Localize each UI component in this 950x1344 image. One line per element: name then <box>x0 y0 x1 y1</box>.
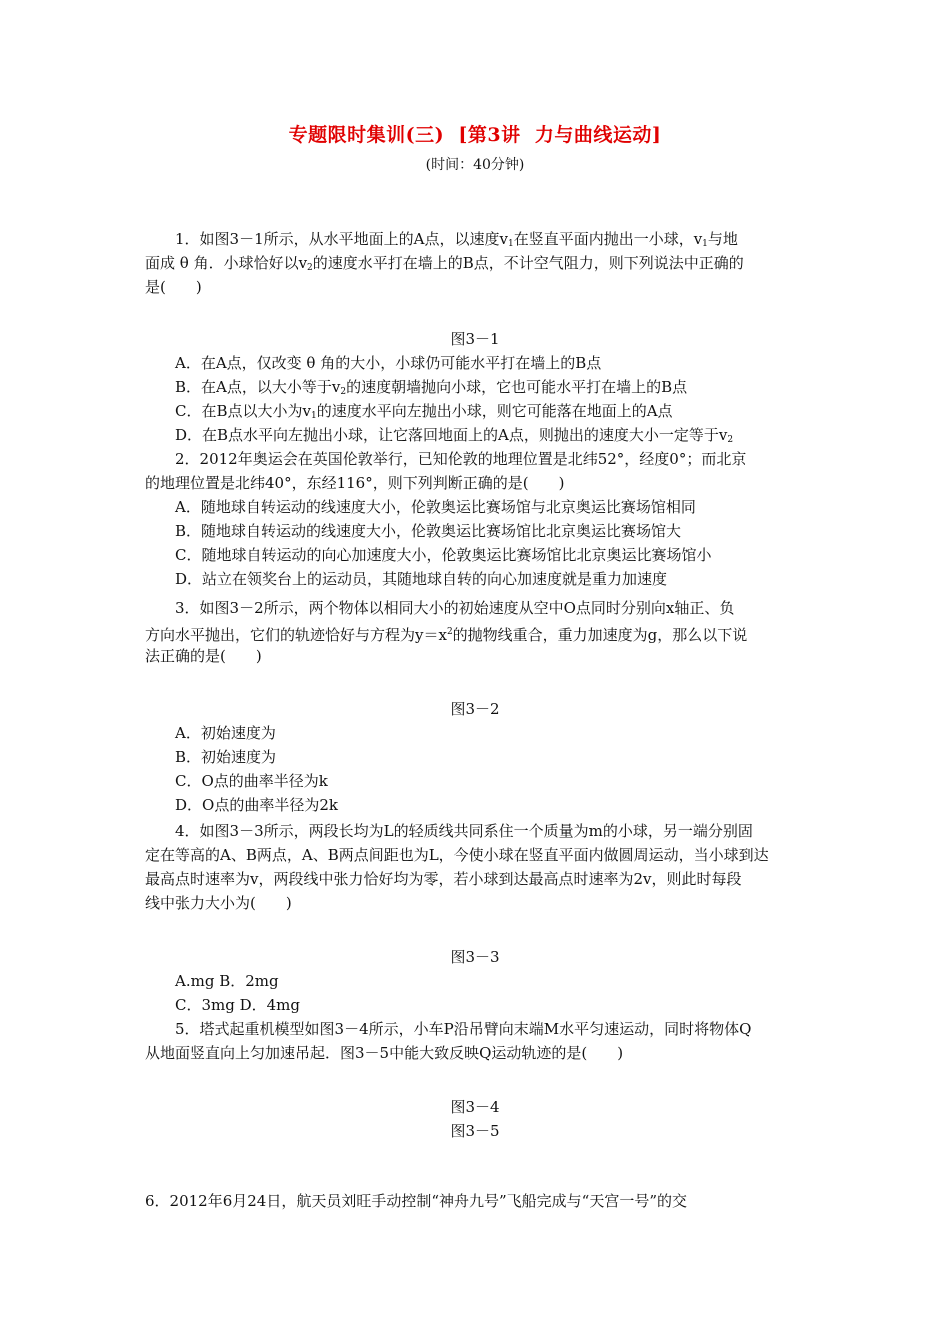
q3-option-b: B．初始速度为 <box>175 748 277 766</box>
q1-option-d: D．在B点水平向左抛出小球，让它落回地面上的A点，则抛出的速度大小一定等于$v_2$ <box>175 426 734 445</box>
q2-option-d: D．站立在领奖台上的运动员，其随地球自转的向心加速度就是重力加速度 <box>175 570 668 588</box>
figure-caption-3-1: 图3－1 <box>450 330 500 348</box>
q2-option-c: C．随地球自转运动的向心加速度大小，伦敦奥运比赛场馆比北京奥运比赛场馆小 <box>175 546 712 564</box>
time-limit: (时间：40分钟) <box>425 157 525 173</box>
figure-caption-3-2: 图3－2 <box>450 700 500 718</box>
q4-line-2: 定在等高的A、B两点，A、B两点间距也为L，今使小球在竖直平面内做圆周运动，当小球到达 <box>145 846 769 864</box>
q3-line-1: 3．如图3－2所示，两个物体以相同大小的初始速度从空中O点同时分别向x轴正、负 <box>175 599 735 617</box>
q3-option-a: A．初始速度为 <box>175 724 276 742</box>
q4-line-3: 最高点时速率为v，两段线中张力恰好均为零，若小球到达最高点时速率为2v，则此时每段 <box>145 870 742 888</box>
q3-line-2: 方向水平抛出，它们的轨迹恰好与方程为$y=x^2$的抛物线重合，重力加速度为g，那么以下说 <box>145 626 748 644</box>
q2-option-a: A．随地球自转运动的线速度大小，伦敦奥运比赛场馆与北京奥运比赛场馆相同 <box>175 498 696 516</box>
q4-options-ab: A.mg B．2mg <box>175 972 279 990</box>
q2-option-b: B．随地球自转运动的线速度大小，伦敦奥运比赛场馆比北京奥运比赛场馆大 <box>175 522 682 540</box>
figure-caption-3-3: 图3－3 <box>450 948 500 966</box>
q6-line-1: 6．2012年6月24日，航天员刘旺手动控制“神舟九号”飞船完成与“天宫一号”的交 <box>145 1192 688 1210</box>
q1-option-c: C．在B点以大小为$v_1$的速度水平向左抛出小球，则它可能落在地面上的A点 <box>175 402 673 421</box>
q3-option-d: D．O点的曲率半径为2k <box>175 796 338 814</box>
q1-option-b: B．在A点，以大小等于$v_2$的速度朝墙抛向小球，它也可能水平打在墙上的B点 <box>175 378 688 397</box>
q1-line-1: 1．如图3－1所示，从水平地面上的A点，以速度$v_1$在竖直平面内抛出一小球，$v_1$与地 <box>175 230 738 249</box>
q5-line-2: 从地面竖直向上匀加速吊起．图3－5中能大致反映Q运动轨迹的是( ) <box>145 1044 624 1062</box>
q4-line-1: 4．如图3－3所示，两段长均为L的轻质线共同系住一个质量为m的小球，另一端分别固 <box>175 822 753 840</box>
q2-line-2: 的地理位置是北纬40°，东经116°，则下列判断正确的是( ) <box>145 474 565 492</box>
page-title: 专题限时集训(三) [第3讲 力与曲线运动] <box>288 124 662 146</box>
figure-caption-3-5: 图3－5 <box>450 1122 500 1140</box>
q2-line-1: 2．2012年奥运会在英国伦敦举行，已知伦敦的地理位置是北纬52°，经度0°；而北京 <box>175 450 747 468</box>
figure-caption-3-4: 图3－4 <box>450 1098 500 1116</box>
q4-line-4: 线中张力大小为( ) <box>145 894 292 912</box>
q1-line-2: 面成 θ 角．小球恰好以$v_2$的速度水平打在墙上的B点，不计空气阻力，则下列说法中正确的 <box>145 254 744 273</box>
q3-option-c: C．O点的曲率半径为k <box>175 772 328 790</box>
q4-options-cd: C．3mg D．4mg <box>175 996 301 1014</box>
q3-line-3: 法正确的是( ) <box>145 647 262 665</box>
q5-line-1: 5．塔式起重机模型如图3－4所示，小车P沿吊臂向末端M水平匀速运动，同时将物体Q <box>175 1020 752 1038</box>
q1-option-a: A．在A点，仅改变 θ 角的大小，小球仍可能水平打在墙上的B点 <box>175 354 602 372</box>
q1-line-3: 是( ) <box>145 278 202 296</box>
